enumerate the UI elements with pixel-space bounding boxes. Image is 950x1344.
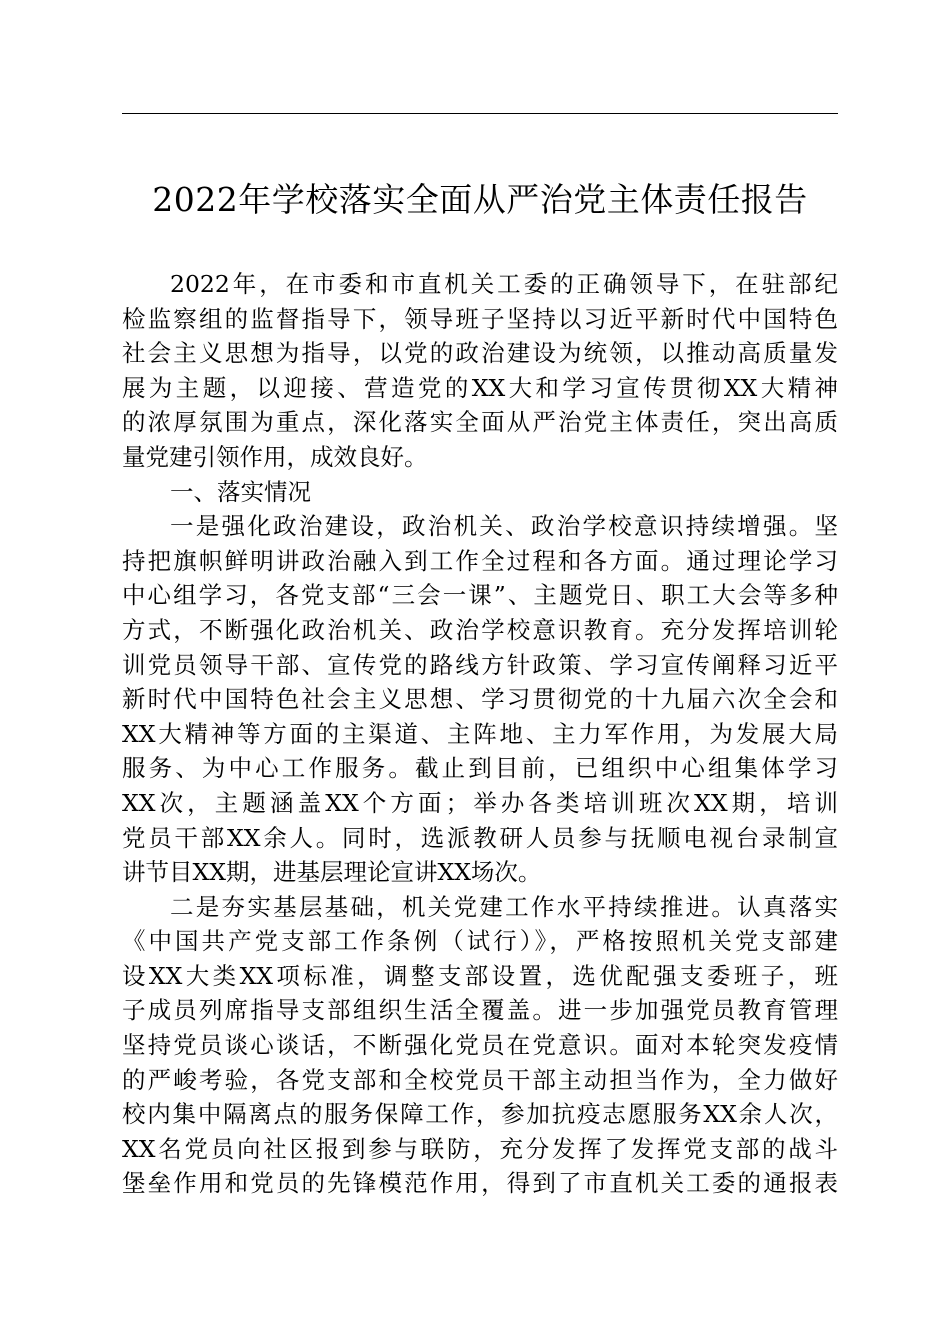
text-line: 方式，不断强化政治机关、政治学校意识教育。充分发挥培训轮: [122, 615, 838, 644]
text-line: 服务、为中心工作服务。截止到目前，已组织中心组集体学习: [122, 754, 838, 783]
text-line: 的严峻考验，各党支部和全校党员干部主动担当作为，全力做好: [122, 1065, 838, 1094]
text-line: 讲节目XX期，进基层理论宣讲XX场次。: [122, 858, 542, 887]
text-line: 检监察组的监督指导下，领导班子坚持以习近平新时代中国特色: [122, 304, 838, 333]
document-title: 2022年学校落实全面从严治党主体责任报告: [152, 180, 808, 219]
text-line: 校内集中隔离点的服务保障工作，参加抗疫志愿服务XX余人次，: [122, 1100, 838, 1129]
text-line: 量党建引领作用，成效良好。: [122, 442, 428, 471]
text-line: 坚持党员谈心谈话，不断强化党员在党意识。面对本轮突发疫情: [122, 1031, 838, 1060]
text-line: XX大精神等方面的主渠道、主阵地、主力军作用，为发展大局: [122, 719, 838, 748]
text-line: 展为主题，以迎接、营造党的XX大和学习宣传贯彻XX大精神: [122, 373, 838, 402]
text-line: 持把旗帜鲜明讲政治融入到工作全过程和各方面。通过理论学习: [122, 546, 838, 575]
text-line: 一是强化政治建设，政治机关、政治学校意识持续增强。坚: [170, 512, 838, 541]
text-line: 新时代中国特色社会主义思想、学习贯彻党的十九届六次全会和: [122, 685, 838, 714]
text-line: XX次，主题涵盖XX个方面；举办各类培训班次XX期，培训: [122, 788, 838, 817]
text-line: 2022年，在市委和市直机关工委的正确领导下，在驻部纪: [170, 270, 838, 298]
text-line: 堡垒作用和党员的先锋模范作用，得到了市直机关工委的通报表: [122, 1169, 838, 1198]
text-line: 的浓厚氛围为重点，深化落实全面从严治党主体责任，突出高质: [122, 408, 838, 437]
text-line: 子成员列席指导支部组织生活全覆盖。进一步加强党员教育管理: [122, 996, 838, 1025]
document-body: [122, 267, 838, 1201]
text-line: 《中国共产党支部工作条例（试行）》，严格按照机关党支部建: [122, 927, 838, 956]
text-line: 党员干部XX余人。同时，选派教研人员参与抚顺电视台录制宣: [122, 823, 838, 852]
text-line: 中心组学习，各党支部“三会一课”、主题党日、职工大会等多种: [122, 581, 838, 610]
text-line: 设XX大类XX项标准，调整支部设置，选优配强支委班子，班: [122, 961, 838, 990]
header-rule: [122, 113, 838, 114]
text-line: 训党员领导干部、宣传党的路线方针政策、学习宣传阐释习近平: [122, 650, 838, 679]
text-line: 社会主义思想为指导，以党的政治建设为统领，以推动高质量发: [122, 339, 838, 368]
text-line: 二是夯实基层基础，机关党建工作水平持续推进。认真落实: [170, 892, 838, 921]
text-line: XX名党员向社区报到参与联防，充分发挥了发挥党支部的战斗: [122, 1134, 838, 1163]
text-line: 一、落实情况: [170, 477, 311, 506]
